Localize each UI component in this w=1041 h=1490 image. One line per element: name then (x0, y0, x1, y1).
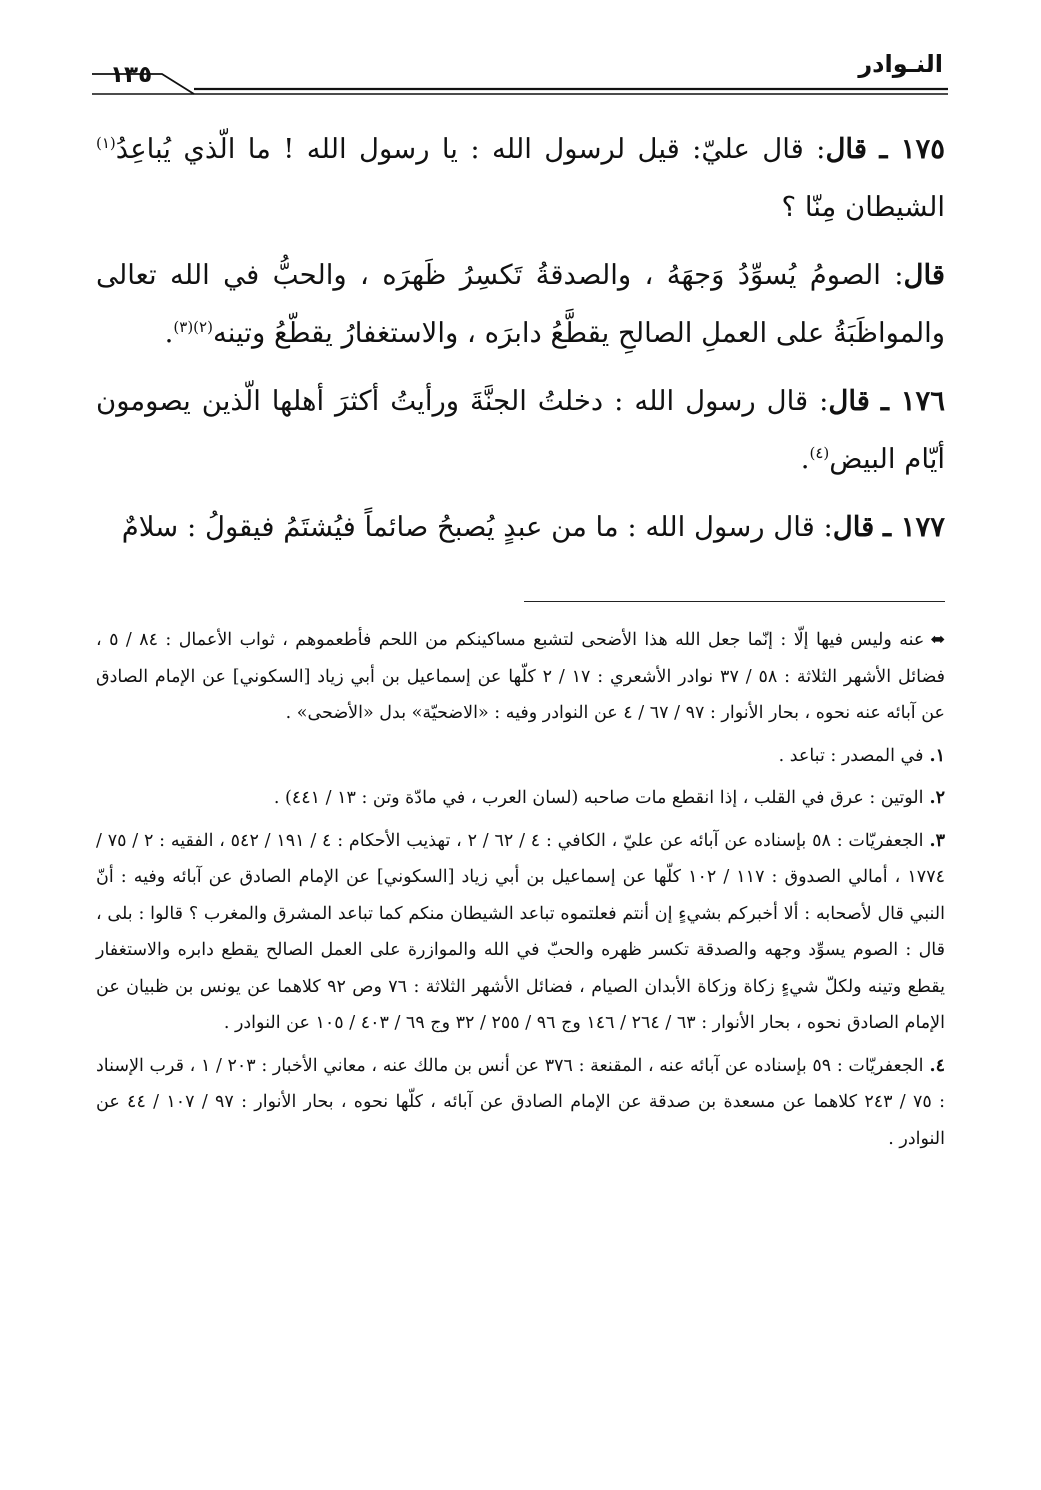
footnote-number: ٤. (929, 1055, 945, 1076)
hadith-number: ١٧٥ ـ (879, 133, 945, 165)
running-title: النـوادر (858, 50, 943, 78)
footnote-text: عنه وليس فيها إلّا : إنّما جعل الله هذا الأضحى لتشبع مساكينكم من اللحم فأطعموهم ، ثواب الأعمال : ٨٤ / ٥ ، فضائل الأشهر الثلاثة : ٥٨ / ٣٧ نوادر الأشعري : ١٧ / ٢ كلّها عن إسماعيل بن أبي زياد [السكوني] عن الإمام الصادق عن آبائه عنه نحوه ، بحار الأنوار : ٩٧ / ٦٧ / ٤ عن النوادر وفيه : «الاضحيّة» بدل «الأضحى» . (96, 630, 945, 723)
hadith-175 (96, 120, 945, 236)
hadith-text: : الصومُ يُسوِّدُ وَجهَهُ ، والصدقةُ تَكسِرُ ظَهرَه ، والحبُّ في الله تعالى والمواظَبَةُ على العملِ الصالحِ يقطَّعُ دابرَه ، والاستغفارُ يقطّعُ وتينه (96, 259, 945, 349)
hadith-text: : قال عليّ: قيل لرسول الله : يا رسول الله ! ما الّذي يُباعِدُ (115, 133, 826, 165)
page-number: ١٣٥ (110, 62, 153, 88)
footnote-number: ٣. (929, 830, 946, 851)
hadith-text-tail: . (800, 443, 810, 475)
footnote-number: ١. (929, 745, 945, 766)
footnote-ref: (٢)(٣) (173, 317, 213, 336)
main-text (96, 120, 945, 566)
hadith-text: : قال رسول الله : ما من عبدٍ يُصبحُ صائماً فيُشتَمُ فيقولُ : سلامٌ (121, 511, 833, 543)
lead-word: قال (828, 385, 870, 417)
footnote-4 (96, 1048, 945, 1158)
footnote-ref: (١) (96, 133, 116, 152)
lead-word: قال (825, 133, 867, 165)
footnote-number: ٢. (929, 788, 945, 808)
footnote-3 (96, 823, 945, 1042)
header-rule (92, 56, 948, 96)
hadith-number: ١٧٧ ـ (883, 511, 945, 543)
hadith-175-answer (96, 246, 945, 362)
footnote-ref: (٤) (809, 443, 830, 462)
hadith-text-tail: الشيطان مِنّا ؟ (781, 191, 945, 223)
hadith-number: ١٧٦ ـ (880, 385, 946, 417)
footnote-text: في المصدر : تباعد . (778, 745, 924, 766)
lead-word: قال (832, 511, 875, 543)
footnotes (96, 622, 945, 1163)
hadith-text-tail: . (164, 317, 174, 349)
footnote-text: الجعفريّات : ٥٨ بإسناده عن آبائه عن عليّ ، الكافي : ٤ / ٦٢ / ٢ ، تهذيب الأحكام : ٤ / ١٩١ / ٥٤٢ ، الفقيه : ٢ / ٧٥ / ١٧٧٤ ، أمالي الصدوق : ١١٧ / ١٠٢ كلّها عن إسماعيل بن أبي زياد [السكوني] عن الإمام الصادق عن آبائه وفيه : أنّ النبي قال لأصحابه : ألا أخبركم بشيءٍ إن أنتم فعلتموه تباعد الشيطان منكم كما تباعد المشرق والمغرب ؟ قالوا : بلى ، قال : الصوم يسوِّد وجهه والصدقة تكسر ظهره والحبّ في الله والموازرة على العمل الصالح يقطع دابره والاستغفار يقطع وتينه ولكلّ شيءٍ زكاة وزكاة الأبدان الصيام ، فضائل الأشهر الثلاثة : ٧٦ وص ٩٢ كلاهما عن يونس بن ظبيان عن الإمام الصادق نحوه ، بحار الأنوار : ٦٣ / ٢٦٤ / ١٤٦ وج ٩٦ / ٢٥٥ / ٣٢ وج ٦٩ / ٤٠٣ / ١٠٥ عن النوادر . (96, 830, 946, 1033)
continuation-arrow-icon: ⬌ (930, 630, 945, 650)
footnote-2 (96, 780, 945, 817)
footnote-text: الوتين : عرق في القلب ، إذا انقطع مات صاحبه (لسان العرب ، في مادّة وتن : ١٣ / ٤٤١) . (273, 788, 924, 808)
footnote-1 (96, 738, 945, 775)
footnote-separator (524, 601, 945, 602)
hadith-text: : قال رسول الله : دخلتُ الجنَّةَ ورأيتُ أكثرَ أهلها الّذين يصومون أيّام البيض (96, 385, 945, 475)
lead-word: قال (903, 259, 945, 291)
hadith-176 (96, 372, 945, 488)
footnote-continued (96, 622, 945, 732)
footnote-text: الجعفريّات : ٥٩ بإسناده عن آبائه عنه ، المقنعة : ٣٧٦ عن أنس بن مالك عنه ، معاني الأخبار : ٢٠٣ / ١ ، قرب الإسناد : ٧٥ / ٢٤٣ كلاهما عن مسعدة بن صدقة عن الإمام الصادق عن آبائه ، كلّها نحوه ، بحار الأنوار : ٩٧ / ١٠٧ / ٤٤ عن النوادر . (96, 1055, 945, 1149)
hadith-177 (96, 498, 945, 556)
